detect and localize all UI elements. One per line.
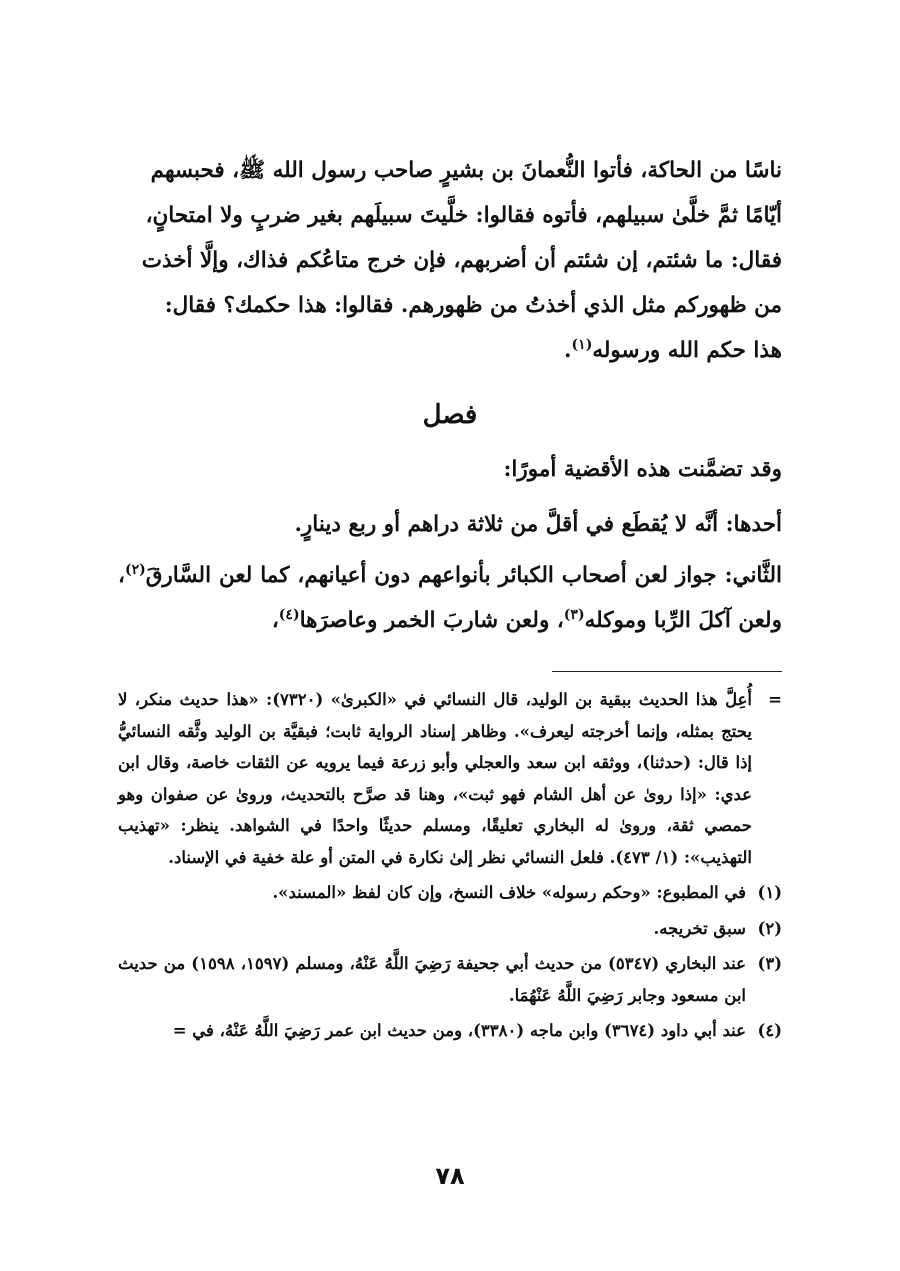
point-second [118,553,782,643]
main-line-5-end: . [564,338,572,363]
point-second-text-c: ، ولعن شاربَ الخمر وعاصرَها [299,608,564,633]
footnote-item [118,877,782,909]
main-line-2: أيّامًا ثمَّ خلَّىٰ سبيلهم، فأتوه فقالوا: خلَّيتَ سبيلَهم بغير ضربٍ ولا امتحانٍ، [145,203,782,228]
footnote-item [118,1015,782,1047]
point-first-lead: أحدها: [725,512,782,537]
footnote-text: سبق تخريجه. [653,918,746,938]
footnote-item [118,948,782,1011]
point-second-text-a: جواز لعن أصحاب الكبائر بأنواعهم دون أعيانهم، كما لعن السَّارقَ [145,563,717,588]
main-line-5-text: هذا حكم الله ورسوله [592,338,782,363]
page-number: ٧٨ [435,1162,465,1190]
point-second-text-b: ، ولعن آكلَ الرِّبا وموكله [118,563,782,633]
main-line-1: ناسًا من الحاكة، فأتوا النُّعمانَ بن بشيرٍ صاحب رسول الله ﷺ، فحبسهم [150,158,782,183]
intro-line: وقد تضمَّنت هذه الأقضية أمورًا: [503,457,782,482]
main-line-5 [118,328,782,373]
footnote-ref-1: (١) [571,336,593,353]
section-heading: فصل [422,400,478,430]
footnote-number: (٣) [757,954,782,973]
footnote-number: (٢) [757,918,782,938]
main-line-3: فقال: ما شئتم، إن شئتم أن أضربهم، فإن خرج متاعُكم فذاك، وإلَّا أخذت [141,248,782,273]
page-content [118,148,782,1271]
footnote-text: عند البخاري (٥٣٤٧) من حديث أبي جحيفة رَضِيَ اللَّهُ عَنْهُ، ومسلم (١٥٩٧، ١٥٩٨) من حديث ابن مسعود وجابر رَضِيَ اللَّهُ عَنْهُمَا. [118,954,747,1005]
footnote-text: عند أبي داود (٣٦٧٤) وابن ماجه (٣٣٨٠)، ومن حديث ابن عمر رَضِيَ اللَّهُ عَنْهُ، في = [172,1021,746,1040]
main-line-4: من ظهوركم مثل الذي أخذتُ من ظهورهم. فقالوا: هذا حكمك؟ فقال: [164,293,782,318]
point-second-text-d: ، [271,608,279,633]
footnote-continuation [118,684,782,873]
point-second-lead: الثَّاني: [724,563,782,588]
point-first-text: أنَّه لا يُقطَع في أقلَّ من ثلاثة دراهم أو ربع دينارٍ. [294,512,719,537]
continuation-marker: = [768,690,782,709]
footnote-ref-4: (٤) [278,606,300,623]
footnote-separator [552,671,782,672]
footnote-number: (١) [757,883,782,902]
main-paragraph [118,148,782,373]
point-first [118,502,782,547]
footnotes-section [118,684,782,1047]
footnote-number: (٤) [757,1021,782,1040]
footnote-continuation-text: أُعِلَّ هذا الحديث ببقية بن الوليد، قال النسائي في «الكبرىٰ» (٧٣٢٠): «هذا حديث منكر، لا يحتج بمثله، وإنما أخرجته ليعرف». وظاهر إسناد الرواية ثابت؛ فبقيَّة بن الوليد وثَّقه النسائيُّ إذا قال: (حدثنا)، ووثقه ابن سعد والعجلي وأبو زرعة فيما يرويه عن الثقات خاصة، وقال ابن عدي: «إذا روىٰ عن أهل الشام فهو ثبت»، وهنا قد صرَّح بالتحديث، وروىٰ عن صفوان وهو حمصي ثقة، وروىٰ له البخاري تعليقًا، ومسلم حديثًا واحدًا في الشواهد. ينظر: «تهذيب التهذيب»: (١/ ٤٧٣). فلعل النسائي نظر إلىٰ نكارة في المتن أو علة خفية في الإسناد. [118,690,752,867]
footnote-ref-3: (٣) [563,606,585,623]
footnote-text: في المطبوع: «وحكم رسوله» خلاف النسخ، وإن كان لفظ «المسند». [272,883,746,902]
footnote-item [118,913,782,945]
footnote-ref-2: (٢) [124,561,146,578]
